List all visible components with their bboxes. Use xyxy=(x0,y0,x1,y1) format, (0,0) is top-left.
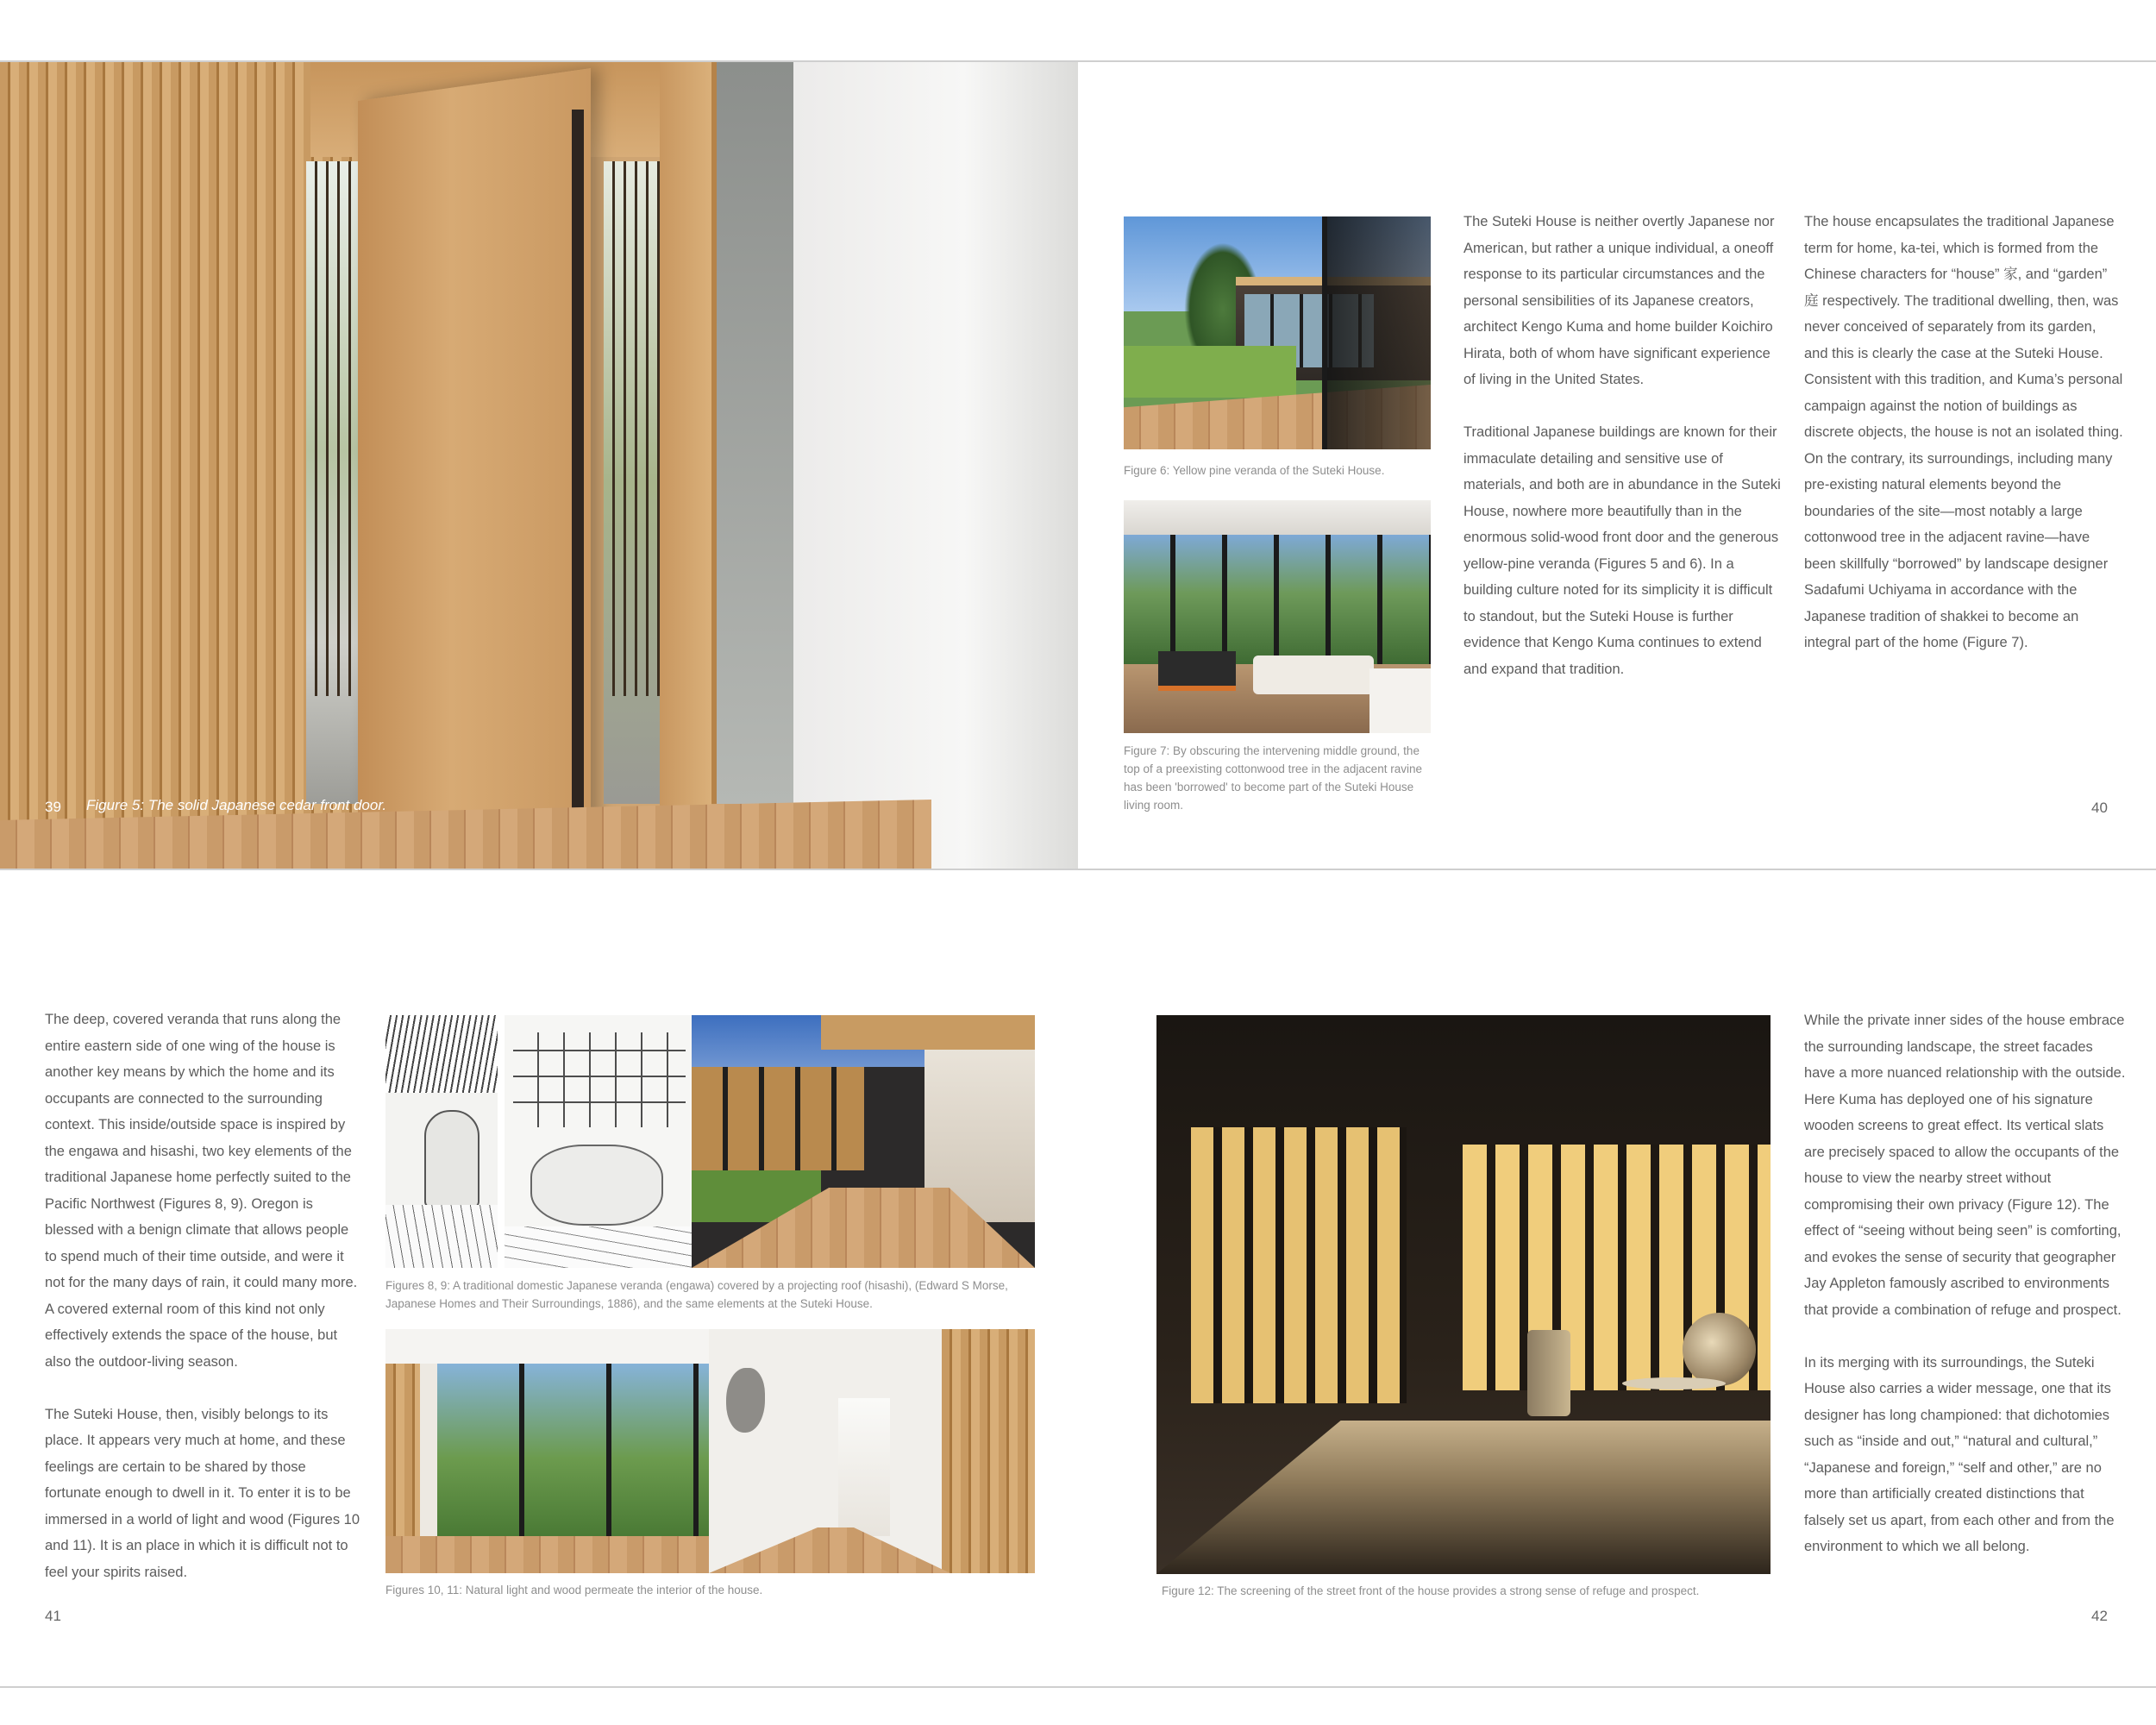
page-number-40: 40 xyxy=(2091,800,2108,816)
figures10-11-caption: Figures 10, 11: Natural light and wood permeate the interior of the house. xyxy=(385,1584,763,1596)
figure7-ceiling xyxy=(1124,500,1431,535)
figure9-sketch xyxy=(505,1015,692,1268)
figure12-vase xyxy=(1527,1330,1570,1416)
figures8-9-caption: Figures 8, 9: A traditional domestic Japanese veranda (engawa) covered by a projecting roof (hisashi), (Edward S Morse, Japanese Homes and Their Surroundings, 1886), and the same elements at the Suteki House. xyxy=(385,1279,1008,1310)
figure10-floor xyxy=(385,1536,709,1573)
figure9-photo xyxy=(692,1015,1035,1268)
page41-text: The deep, covered veranda that runs along the entire eastern side of one wing of the house is another key means by which the home and its occupants are connected to the surrounding context. This inside/outside space is inspired by the engawa and hisashi, two key elements of the traditional Japanese home perfectly suited to the Pacific Northwest (Figures 8, 9). Oregon is blessed with a benign climate that allows people to spend much of their time outside, and were it not for the many days of rain, it could many more. A covered external room of this kind not only effectively extends the space of the house, but also the outdoor-living season. The Suteki House, then, visibly belongs to its place. It appears very much at home, and these feelings are certain to be shared by those fortunate enough to dwell in it. To enter it is to be immersed in a world of light and wood (Figures 10 and 11). It is an place in which it is difficult not to feel your spirits raised. xyxy=(45,1012,360,1580)
figure8-figure xyxy=(424,1110,479,1208)
figure7-counter xyxy=(1369,668,1431,733)
figure11-slats xyxy=(942,1329,1035,1573)
page42-text: While the private inner sides of the house embrace the surrounding landscape, the street facades have a more nuanced relationship with the outside. Here Kuma has deployed one of his signature wooden screens to great effect. Its vertical slats are precisely spaced to allow the occupants of the house to view the nearby street without compromising their own privacy (Figure 12). The effect of “seeing without being seen” is comforting, and evokes the sense of security that geographer Jay Appleton famously ascribed to environments that provide a combination of refuge and prospect. In its merging with its surroundings, the Suteki House also carries a wider message, one that its designer has long championed: that dichotomies such as “inside and out,” “natural and cultural,” “Japanese and foreign,” “self and other,” are no more than artificially created distinctions that falsely set us apart, from each other and from the environment to which we all belong. xyxy=(1804,1013,2126,1554)
figure6-glass-frame xyxy=(1322,216,1431,449)
figure7-sofa xyxy=(1253,656,1374,694)
figure12-sphere xyxy=(1683,1313,1756,1386)
figure12-caption: Figure 12: The screening of the street front of the house provides a strong sense of refuge and prospect. xyxy=(1162,1584,1700,1597)
figure6-lawn xyxy=(1124,346,1296,398)
figure9-trellis xyxy=(513,1032,686,1127)
figure5-side-bars xyxy=(604,161,660,696)
page-39 xyxy=(0,62,1078,869)
bottom-rule xyxy=(0,1686,2156,1688)
figure11-art xyxy=(726,1368,765,1433)
figure5-pivot-door xyxy=(358,68,591,869)
figure11-floor xyxy=(709,1527,950,1573)
figure12-window-left xyxy=(1191,1127,1407,1403)
figure5-glass-panel xyxy=(711,62,799,804)
page-number-41: 41 xyxy=(45,1608,61,1624)
figure6-photo xyxy=(1124,216,1431,449)
figure7-caption: Figure 7: By obscuring the intervening middle ground, the top of a preexisting cottonwood tree in the adjacent ravine has been 'borrowed' to become part of the Suteki House living room. xyxy=(1124,744,1422,812)
page-number-42: 42 xyxy=(2091,1608,2108,1624)
figure12-photo xyxy=(1156,1015,1771,1574)
figure8-roof-lines xyxy=(385,1015,498,1093)
figure6-caption: Figure 6: Yellow pine veranda of the Suteki House. xyxy=(1124,464,1385,477)
figure11-corridor xyxy=(838,1398,890,1536)
figure8-sketch xyxy=(385,1015,498,1268)
figure10-photo xyxy=(385,1329,709,1573)
middle-rule xyxy=(0,869,2156,870)
figure10-ceiling xyxy=(385,1329,709,1364)
figure9-ground xyxy=(505,1226,692,1268)
figure5-white-wall xyxy=(793,62,1078,869)
figure5-door-handle xyxy=(572,110,584,869)
figure9-photo-windows xyxy=(692,1067,864,1170)
figure5-wood-pillar xyxy=(660,62,711,869)
figure7-photo xyxy=(1124,500,1431,733)
figure10-mullions xyxy=(437,1364,709,1536)
figure9-garden xyxy=(530,1145,663,1226)
figure12-stand xyxy=(1622,1377,1726,1389)
figure9-photo-eave xyxy=(821,1015,1035,1050)
page40-column-2: The house encapsulates the traditional Japanese term for home, ka-tei, which is formed from the Chinese characters for “house” 家, and “garden” 庭 respectively. The traditional dwelling, then, was never conceived of separately from its garden, and this is clearly the case at the Suteki House. Consistent with this tradition, and Kuma’s personal campaign against the notion of buildings as discrete objects, the house is not an isolated thing. On the contrary, its surroundings, including many pre-existing natural elements beyond the boundaries of the site—most notably a large cottonwood tree in the adjacent ravine—have been skillfully “borrowed” by landscape designer Sadafumi Uchiyama in accordance with the Japanese tradition of shakkei to become an integral part of the home (Figure 7). xyxy=(1804,214,2123,650)
figure5-caption: Figure 5: The solid Japanese cedar front door. xyxy=(86,797,387,813)
figure11-photo xyxy=(709,1329,1035,1573)
figure12-counter xyxy=(1156,1421,1771,1574)
figure7-fireplace xyxy=(1158,651,1236,691)
figure8-floor-lines xyxy=(385,1205,498,1268)
page-number-39: 39 xyxy=(45,799,61,815)
page40-column-1: The Suteki House is neither overtly Japanese nor American, but rather a unique individual, a oneoff response to its particular circumstances and the personal sensibilities of its Japanese creators, architect Kengo Kuma and home builder Koichiro Hirata, both of whom have significant experience of living in the United States. Traditional Japanese buildings are known for their immaculate detailing and sensitive use of materials, and both are in abundance in the Suteki House, nowhere more beautifully than in the enormous solid-wood front door and the generous yellow-pine veranda (Figures 5 and 6). In a building culture noted for its simplicity it is difficult to standout, but the Suteki House is further evidence that Kengo Kuma continues to extend and expand that tradition. xyxy=(1463,214,1781,677)
figure7-mullions xyxy=(1124,535,1431,664)
